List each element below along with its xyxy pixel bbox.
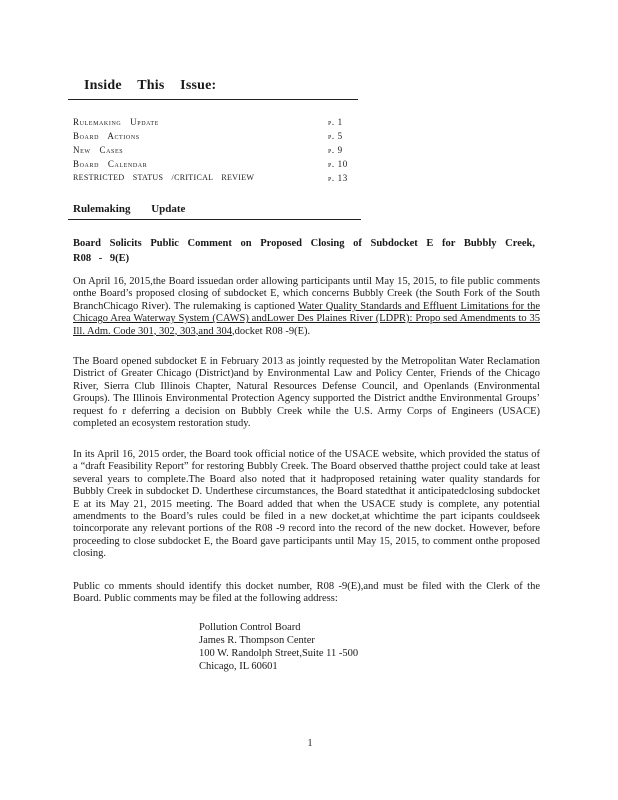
article-paragraph: The Board opened subdocket E in February 2013 as jointly requested by the Metropolitan Water Reclamation District of Greater Chicago (District)and by Environmental Law and Policy Center, Friends of the Chicago River, Sierra Club Illinois Chapter, Natural Resources Defense Council, and Openlands (Environmental Groups). The Illinois Environmental Protection Agency supported the District andthe Environmental Groups’ request fo r deferring a decision on Bubbly Creek while the U.S. Army Corps of Engineers (USACE) completed an ecosystem restoration study. <box>73 356 540 430</box>
mailing-address <box>199 621 358 673</box>
section-divider <box>68 219 361 220</box>
toc-item-page: p. 13 <box>328 173 348 183</box>
section-heading: Rulemaking Update <box>73 203 186 215</box>
docket-caption: Water Quality Standards and Effluent Limitations for the Chicago Area Waterway System (CAWS) andLower Des Plaines River (LDPR): Propo sed Amendments to 35 Ill. Adm. Code 301, 302, 303,and 304 <box>73 300 540 337</box>
paragraph-text: ,docket R08 -9(E). <box>231 325 311 337</box>
table-of-contents <box>73 117 363 187</box>
article-headline: Board Solicits Public Comment on Proposed Closing of Subdocket E for Bubbly Creek, R08 - 9(E) <box>73 238 535 264</box>
toc-item-label: Board Actions <box>73 131 140 141</box>
toc-item-label: New Cases <box>73 145 124 155</box>
heading-divider <box>68 99 358 100</box>
address-line: 100 W. Randolph Street,Suite 11 -500 <box>199 648 359 659</box>
toc-item-page: p. 1 <box>328 117 343 127</box>
toc-item-label: RESTRICTED STATUS /CRITICAL REVIEW <box>73 173 255 182</box>
toc-item-page: p. 10 <box>328 159 348 169</box>
paragraph-text: On April 16, 2015,the Board issuedan order allowing participants until May 15, 2015, to file public comments onthe Board’s proposed closing of subdocket E, which concerns Bubbly Creek (the South Fork of the South BranchChicago River). The rulemaking is captioned <box>73 276 540 312</box>
article-paragraph: In its April 16, 2015 order, the Board took official notice of the USACE website, which provided the status of a “draft Feasibility Report” for restoring Bubbly Creek. The Board observed thatthe project could take at least several years to complete.The Board also noted that it hadproposed retaining water quality standards for Bubbly Creek in subdocket D. Underthese circumstances, the Board statedthat it anticipatedclosing subdocket E at its May 21, 2015 meeting. The Board added that when the USACE study is complete, any potential amendments to the Board’s rules could be filed in a new docket,at whichtime the part icipants couldseek toincorporate any relevant portions of the R08 -9 record into the record of the new docket. However, before proceeding to close subdocket E, the Board gave participants until May 15, 2015, to comment onthe proposed closing. <box>73 449 540 560</box>
toc-item[interactable] <box>73 145 363 159</box>
toc-item-page: p. 5 <box>328 131 343 141</box>
toc-item-label: Rulemaking Update <box>73 117 159 127</box>
toc-item[interactable] <box>73 173 363 187</box>
address-line: James R. Thompson Center <box>199 635 315 646</box>
page-number: 1 <box>307 738 313 749</box>
toc-item[interactable] <box>73 117 363 131</box>
toc-item-page: p. 9 <box>328 145 343 155</box>
article-paragraph: Public co mments should identify this docket number, R08 -9(E),and must be filed with the Clerk of the Board. Public comments may be filed at the following address: <box>73 581 540 605</box>
toc-item-label: Board Calendar <box>73 159 148 169</box>
address-line: Pollution Control Board <box>199 622 301 633</box>
issue-heading: Inside This Issue: <box>84 78 217 93</box>
toc-item[interactable] <box>73 159 363 173</box>
address-line: Chicago, IL 60601 <box>199 661 278 672</box>
toc-item[interactable] <box>73 131 363 145</box>
article-paragraph <box>73 276 540 338</box>
